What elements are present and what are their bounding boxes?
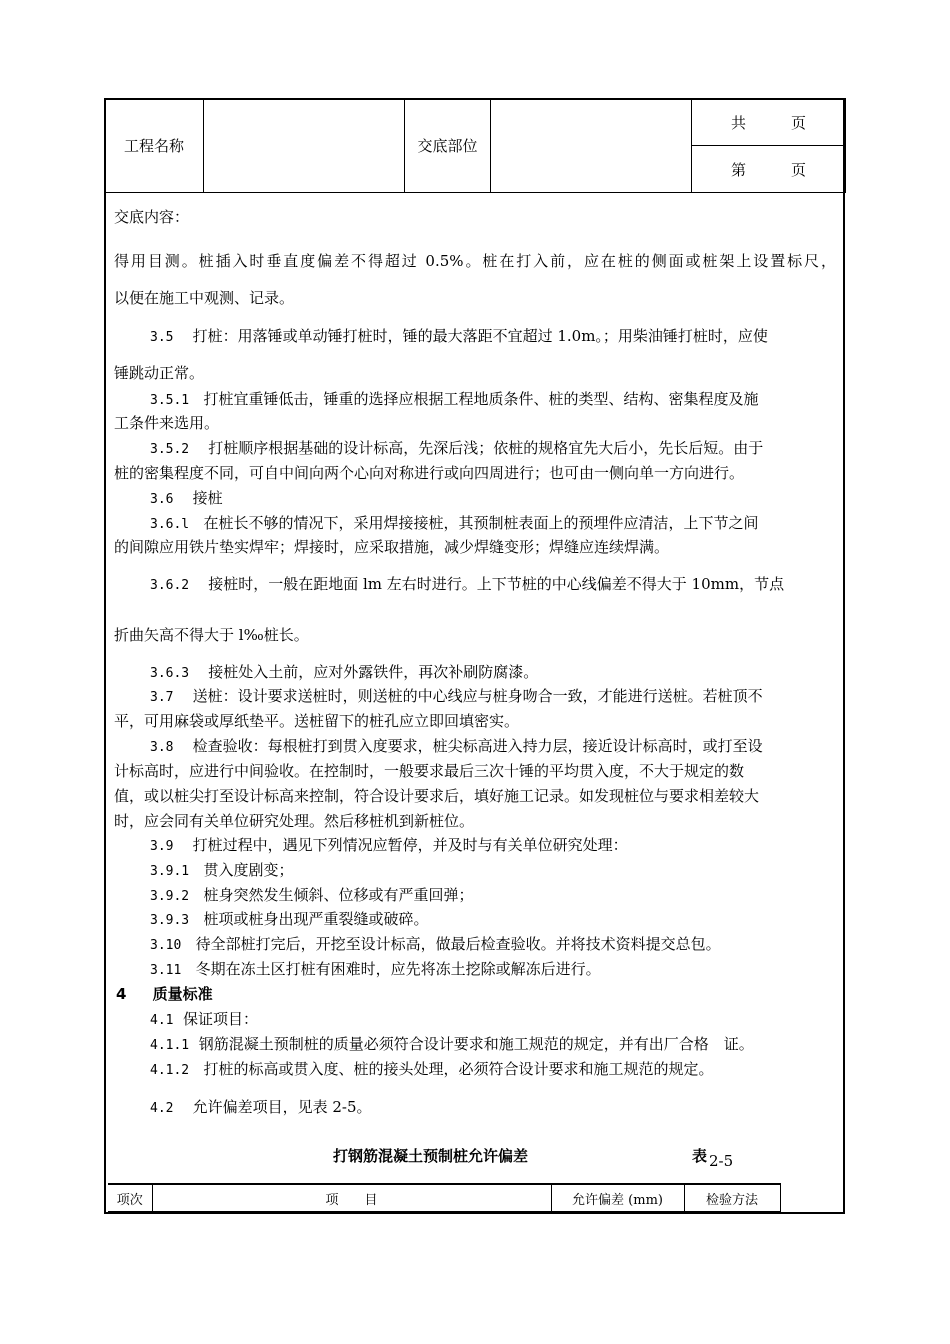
section-text: 冬期在冻土区打桩有困难时，应先将冻土挖除或解冻后进行。 (195, 960, 601, 978)
section-number: 3.5.2 (150, 442, 190, 457)
section-text: 接桩 (192, 489, 223, 507)
section-3-6-2 (150, 573, 784, 594)
section-number: 3.11 (150, 963, 182, 978)
section-text: 接桩时，一般在距地面 lm 左右时进行。上下节桩的中心线偏差不得大于 10mm，节点 (208, 575, 785, 593)
header-table (104, 98, 846, 193)
section-3-9-2 (150, 884, 473, 905)
paragraph-line: 锤跳动正常。 (114, 364, 205, 382)
section-3-6-1 (150, 512, 758, 533)
section-text: 保证项目： (183, 1010, 259, 1028)
section-text: 质量标准 (152, 985, 213, 1003)
paragraph-line: 以便在施工中观测、记录。 (114, 289, 295, 307)
section-number: 3.10 (150, 938, 182, 953)
section-text: 钢筋混凝土预制桩的质量必须符合设计要求和施工规范的规定，并有出厂合格 证。 (198, 1035, 754, 1053)
deviation-table (108, 1183, 781, 1212)
section-number: 3.5.1 (150, 393, 190, 408)
section-text: 打桩顺序根据基础的设计标高，先深后浅；依桩的规格宜先大后小，先长后短。由于 (208, 439, 764, 457)
paragraph-line: 得用目测。桩插入时垂直度偏差不得超过 0.5%。桩在打入前，应在桩的侧面或桩架上设置标尺， (114, 252, 836, 270)
project-name-label: 工程名称 (105, 99, 204, 193)
section-4-heading (116, 983, 213, 1004)
section-text: 打桩过程中，遇见下列情况应暂停，并及时与有关单位研究处理： (192, 836, 628, 854)
page-number-label: 第 页 (692, 146, 846, 193)
section-number: 3.6.3 (150, 666, 190, 681)
section-text: 打桩的标高或贯入度、桩的接头处理，必须符合设计要求和施工规范的规定。 (203, 1060, 714, 1078)
section-number: 4.1.2 (150, 1063, 190, 1078)
section-3-9 (150, 834, 628, 855)
section-number: 3.8 (150, 740, 174, 755)
section-number: 3.6.l (150, 517, 190, 532)
section-text: 接桩处入土前，应对外露铁件，再次补刷防腐漆。 (208, 663, 539, 681)
section-3-6-3 (150, 661, 538, 682)
section-3-5 (150, 325, 836, 346)
section-number: 4.2 (150, 1101, 174, 1116)
section-number: 3.6 (150, 492, 174, 507)
section-number: 3.9.3 (150, 913, 190, 928)
table-label (692, 1145, 734, 1170)
section-3-6 (150, 487, 223, 508)
paragraph-line: 时，应会同有关单位研究处理。然后移桩机到新桩位。 (114, 812, 475, 830)
table-word: 表 (692, 1147, 708, 1165)
section-3-8 (150, 735, 763, 756)
paragraph-line: 值，或以桩尖打至设计标高来控制，符合设计要求后，填好施工记录。如发现桩位与要求相差较大 (114, 787, 760, 805)
section-text: 待全部桩打完后，开挖至设计标高，做最后检查验收。并将技术资料提交总包。 (195, 935, 721, 953)
section-4-1-2 (150, 1058, 713, 1079)
section-text: 打桩：用落锤或单动锤打桩时，锤的最大落距不宜超过 1.0m。；用柴油锤打桩时，应使 (192, 327, 768, 345)
section-3-5-2 (150, 437, 763, 458)
section-text: 打桩宜重锤低击，锤重的选择应根据工程地质条件、桩的类型、结构、密集程度及施 (203, 390, 759, 408)
paragraph-line: 的间隙应用铁片垫实焊牢；焊接时，应采取措施，减少焊缝变形；焊缝应连续焊满。 (114, 538, 670, 556)
section-3-10 (150, 933, 721, 954)
section-3-5-1 (150, 388, 758, 409)
section-3-11 (150, 958, 601, 979)
project-name-value[interactable] (204, 99, 405, 193)
paragraph-line: 桩的密集程度不同，可自中间向两个心向对称进行或向四周进行；也可由一侧向单一方向进行。 (114, 464, 745, 482)
total-pages-label: 共 页 (692, 99, 846, 146)
section-number: 4.1.1 (150, 1038, 190, 1053)
section-4-1 (150, 1008, 258, 1029)
location-label: 交底部位 (405, 99, 491, 193)
section-text: 检查验收：每根桩打到贯入度要求，桩尖标高进入持力层，接近设计标高时，或打至设 (192, 737, 763, 755)
section-number: 3.7 (150, 690, 174, 705)
section-number: 3.9.1 (150, 864, 190, 879)
paragraph-line: 工条件来选用。 (114, 414, 220, 432)
section-number: 4 (116, 985, 127, 1003)
col-header-method: 检验方法 (684, 1184, 780, 1212)
section-text: 桩身突然发生倾斜、位移或有严重回弹； (203, 886, 474, 904)
col-header-tolerance: 允许偏差 (mm) (551, 1184, 684, 1212)
table-number: 2-5 (709, 1152, 734, 1170)
paragraph-line: 平，可用麻袋或厚纸垫平。送桩留下的桩孔应立即回填密实。 (114, 712, 520, 730)
section-number: 3.5 (150, 330, 174, 345)
intro-label: 交底内容： (114, 208, 190, 226)
section-3-9-3 (150, 908, 428, 929)
section-4-2 (150, 1096, 372, 1117)
section-3-9-1 (150, 859, 293, 880)
paragraph-line: 计标高时，应进行中间验收。在控制时，一般要求最后三次十锤的平均贯入度，不大于规定的数 (114, 762, 745, 780)
paragraph-line: 折曲矢高不得大于 l‰桩长。 (114, 626, 309, 644)
section-text: 允许偏差项目，见表 2-5。 (192, 1098, 372, 1116)
section-number: 4.1 (150, 1013, 174, 1028)
col-header-item: 项 目 (152, 1184, 551, 1212)
section-number: 3.9.2 (150, 889, 190, 904)
location-value[interactable] (491, 99, 692, 193)
table-title: 打钢筋混凝土预制桩允许偏差 (333, 1147, 529, 1165)
section-3-7 (150, 685, 763, 706)
col-header-item-no: 项次 (108, 1184, 152, 1212)
section-text: 在桩长不够的情况下，采用焊接接桩，其预制桩表面上的预埋件应清洁，上下节之间 (203, 514, 759, 532)
section-text: 桩项或桩身出现严重裂缝或破碎。 (203, 910, 429, 928)
section-number: 3.9 (150, 839, 174, 854)
section-text: 贯入度剧变； (203, 861, 294, 879)
section-number: 3.6.2 (150, 578, 190, 593)
section-text: 送桩：设计要求送桩时，则送桩的中心线应与桩身吻合一致，才能进行送桩。若桩顶不 (192, 687, 763, 705)
section-4-1-1 (150, 1033, 754, 1054)
